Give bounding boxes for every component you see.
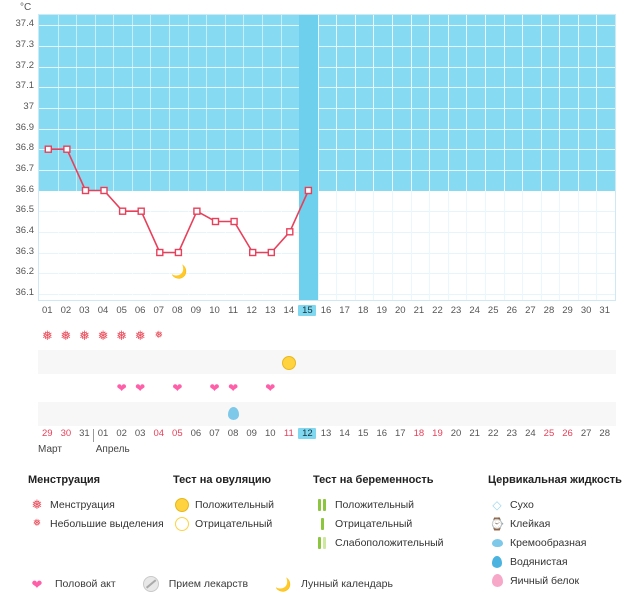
legend-item	[274, 578, 393, 591]
calendar-day-label[interactable]: 15	[357, 428, 369, 439]
row-intercourse	[38, 376, 616, 400]
y-axis-tick: 37.1	[15, 80, 34, 92]
legend-item-label: Небольшие выделения	[50, 517, 164, 530]
legend-cervical	[488, 474, 626, 590]
menstruation-marker[interactable]: ❅	[154, 330, 163, 341]
creamy-icon	[488, 539, 506, 547]
y-axis-tick: 36.8	[15, 142, 34, 154]
legend-item-label: Лунный календарь	[301, 578, 393, 590]
calendar-day-label[interactable]: 16	[376, 428, 388, 439]
calendar-day-label[interactable]: 27	[580, 428, 592, 439]
legend-title: Менструация	[28, 474, 101, 486]
chart-day-label[interactable]: 22	[432, 305, 443, 316]
legend-item-label: Отрицательный	[335, 517, 413, 530]
calendar-day-label[interactable]: 18	[413, 428, 425, 439]
legend-item-label: Слабоположительный	[335, 536, 444, 549]
calendar-day-label[interactable]: 10	[264, 428, 276, 439]
legend-item-label: Яичный белок	[510, 574, 580, 587]
calendar-day-label[interactable]: 23	[506, 428, 518, 439]
chart-day-label[interactable]: 13	[264, 305, 276, 316]
data-point[interactable]	[64, 146, 70, 152]
y-axis-tick: 37	[23, 100, 34, 112]
intercourse-marker[interactable]: ❤	[209, 381, 220, 395]
chart-day-label[interactable]: 30	[580, 305, 592, 316]
y-axis-tick: 36.9	[15, 121, 34, 133]
legend-item-label: Половой акт	[55, 578, 116, 590]
data-point[interactable]	[175, 250, 181, 256]
y-axis-tick: 37.4	[15, 18, 34, 30]
drop-icon: ❅	[31, 497, 43, 512]
legend-item-label: Отрицательный	[195, 517, 273, 530]
data-point[interactable]	[138, 208, 144, 214]
small-drop-icon: ❅	[32, 518, 42, 529]
data-point[interactable]	[45, 146, 51, 152]
legend-item	[313, 514, 488, 533]
month-separator	[93, 429, 94, 442]
legend-ovulation	[173, 474, 313, 533]
data-point[interactable]	[101, 188, 107, 194]
chart-day-label[interactable]: 09	[190, 305, 202, 316]
data-point[interactable]	[268, 250, 274, 256]
month-label-1: Апрель	[95, 444, 130, 455]
legend-item	[173, 495, 313, 514]
data-point[interactable]	[194, 208, 200, 214]
calendar-day-label[interactable]: 08	[227, 428, 239, 439]
chart-day-label[interactable]: 12	[246, 305, 257, 316]
chart-day-label[interactable]: 11	[228, 305, 239, 316]
legend-item	[142, 576, 248, 592]
calendar-day-label[interactable]: 11	[283, 428, 294, 439]
y-axis-tick: 36.4	[15, 224, 34, 236]
data-point[interactable]	[250, 250, 256, 256]
legend-title: Цервикальная жидкость	[488, 474, 622, 486]
y-axis-tick: 36.5	[15, 204, 34, 216]
month-label-0: Март	[38, 444, 62, 455]
calendar-day-label[interactable]: 30	[60, 428, 72, 439]
legend-item	[28, 578, 116, 591]
legend-item-label: Положительный	[335, 498, 415, 511]
calendar-day-label[interactable]: 02	[116, 428, 127, 439]
chart-day-label[interactable]: 17	[339, 305, 350, 316]
intercourse-marker[interactable]: ❤	[116, 381, 127, 395]
calendar-day-label[interactable]: 24	[525, 428, 536, 439]
chart-day-label[interactable]: 29	[562, 305, 573, 316]
moon-icon: 🌙	[274, 576, 292, 592]
pill-icon	[142, 576, 160, 592]
legend-item-label: Кремообразная	[510, 536, 587, 549]
calendar-day-label[interactable]: 20	[450, 428, 462, 439]
data-point[interactable]	[305, 188, 311, 194]
calendar-day-label[interactable]: 31	[79, 428, 90, 439]
legend-item-label: Положительный	[195, 498, 275, 511]
legend-item	[28, 495, 178, 514]
chart-day-label[interactable]: 27	[525, 305, 536, 316]
calendar-day-label[interactable]: 26	[562, 428, 573, 439]
chart-day-label[interactable]: 15	[298, 305, 316, 316]
row-ovulation-test	[38, 350, 616, 374]
chart-day-label[interactable]: 24	[469, 305, 480, 316]
calendar-day-label[interactable]: 21	[469, 428, 480, 439]
data-point[interactable]	[83, 188, 89, 194]
chart-day-label[interactable]: 10	[209, 305, 220, 316]
y-axis-tick: 36.2	[15, 266, 34, 278]
intercourse-marker[interactable]: ❤	[135, 381, 146, 395]
menstruation-marker[interactable]: ❅	[60, 328, 72, 343]
calendar-day-label[interactable]: 12	[298, 428, 316, 439]
y-axis-tick: 37.3	[15, 38, 34, 50]
menstruation-marker[interactable]: ❅	[97, 328, 109, 343]
legend-title: Тест на беременность	[313, 474, 434, 486]
data-point[interactable]	[120, 208, 126, 214]
legend-item-label: Водянистая	[510, 555, 568, 568]
unit-label: °C	[20, 2, 32, 13]
ovulation-test-marker[interactable]	[280, 350, 298, 374]
row-menstruation	[38, 324, 616, 348]
chart-day-label[interactable]: 25	[487, 305, 499, 316]
legend-item	[173, 514, 313, 533]
menstruation-marker[interactable]: ❅	[78, 328, 90, 343]
calendar-day-label[interactable]: 19	[432, 428, 443, 439]
intercourse-marker[interactable]: ❤	[265, 381, 276, 395]
calendar-day-label[interactable]: 22	[487, 428, 499, 439]
y-axis-tick: 36.3	[15, 245, 34, 257]
legend-item	[488, 571, 626, 590]
chart-day-label[interactable]: 26	[506, 305, 518, 316]
data-point[interactable]	[287, 229, 293, 235]
sticky-icon: ⌚	[489, 516, 505, 531]
two-bars-icon	[313, 499, 331, 511]
menstruation-marker[interactable]: ❅	[41, 328, 53, 343]
calendar-day-label[interactable]: 25	[543, 428, 555, 439]
chart-day-label[interactable]: 08	[172, 305, 183, 316]
filled-circle-icon	[173, 498, 191, 512]
empty-circle-icon	[173, 517, 191, 531]
chart-day-label[interactable]: 06	[134, 305, 146, 316]
legend-item	[488, 552, 626, 571]
intercourse-marker[interactable]: ❤	[228, 381, 239, 395]
data-point[interactable]	[157, 250, 163, 256]
legend-item	[488, 495, 626, 514]
legend-item-label: Сухо	[510, 498, 534, 511]
row-cervical-mucus	[38, 402, 616, 426]
chart-day-label[interactable]: 31	[599, 305, 610, 316]
dry-icon: ◇	[492, 497, 502, 512]
calendar-day-label[interactable]: 06	[190, 428, 202, 439]
y-axis-tick: 36.6	[15, 183, 34, 195]
menstruation-marker[interactable]: ❅	[134, 328, 146, 343]
calendar-day-label[interactable]: 17	[395, 428, 406, 439]
calendar-day-axis[interactable]	[38, 428, 616, 444]
data-point[interactable]	[231, 219, 237, 225]
calendar-day-label[interactable]: 28	[599, 428, 610, 439]
chart-day-label[interactable]: 04	[97, 305, 109, 316]
y-axis-tick: 37.2	[15, 59, 34, 71]
calendar-day-label[interactable]: 07	[209, 428, 220, 439]
chart-day-label[interactable]: 07	[153, 305, 165, 316]
chart-day-label[interactable]: 23	[450, 305, 462, 316]
chart-day-label[interactable]: 03	[79, 305, 90, 316]
legend-item-label: Клейкая	[510, 517, 551, 530]
chart-day-label[interactable]: 14	[283, 305, 295, 316]
chart-day-axis[interactable]	[38, 305, 616, 321]
temperature-line	[39, 15, 615, 300]
legend-item	[313, 533, 488, 552]
month-row	[38, 444, 616, 458]
legend-menstruation	[28, 474, 178, 533]
cervical-mucus-marker[interactable]	[224, 402, 242, 426]
eggwhite-icon	[488, 574, 506, 587]
chart-day-label[interactable]: 05	[116, 305, 127, 316]
legend-pregnancy	[313, 474, 488, 552]
calendar-day-label[interactable]: 01	[97, 428, 109, 439]
y-axis-tick: 36.7	[15, 162, 34, 174]
calendar-day-label[interactable]: 09	[246, 428, 257, 439]
chart-day-label[interactable]: 18	[357, 305, 369, 316]
legend-title: Тест на овуляцию	[173, 474, 272, 486]
calendar-day-label[interactable]: 05	[172, 428, 183, 439]
calendar-day-label[interactable]: 13	[320, 428, 332, 439]
event-rows	[38, 324, 616, 424]
legend-item	[488, 514, 626, 533]
menstruation-marker[interactable]: ❅	[116, 328, 128, 343]
chart-day-label[interactable]: 02	[60, 305, 72, 316]
chart-day-label[interactable]: 16	[320, 305, 332, 316]
calendar-day-label[interactable]: 14	[339, 428, 350, 439]
moon-icon: 🌙	[171, 263, 188, 279]
calendar-day-label[interactable]: 03	[134, 428, 146, 439]
legend-item	[488, 533, 626, 552]
chart-day-label[interactable]: 28	[543, 305, 555, 316]
legend-item	[28, 514, 178, 533]
legend-item-label: Прием лекарств	[168, 578, 249, 590]
calendar-day-label[interactable]: 29	[41, 428, 53, 439]
data-point[interactable]	[213, 219, 219, 225]
calendar-day-label[interactable]: 04	[153, 428, 165, 439]
chart-plot[interactable]	[38, 14, 616, 301]
two-bars-pale-icon	[313, 537, 331, 549]
chart-day-label[interactable]: 20	[395, 305, 406, 316]
legend-item-label: Менструация	[50, 498, 115, 511]
y-axis-tick: 36.1	[15, 286, 34, 298]
legend-item	[313, 495, 488, 514]
watery-icon	[488, 556, 506, 568]
legend-bottom	[28, 576, 393, 592]
heart-icon: ❤	[31, 576, 43, 592]
intercourse-marker[interactable]: ❤	[172, 381, 183, 395]
chart-day-label[interactable]: 19	[376, 305, 388, 316]
chart-day-label[interactable]: 21	[413, 305, 425, 316]
chart-day-label[interactable]: 01	[41, 305, 53, 316]
one-bar-icon	[313, 518, 331, 530]
